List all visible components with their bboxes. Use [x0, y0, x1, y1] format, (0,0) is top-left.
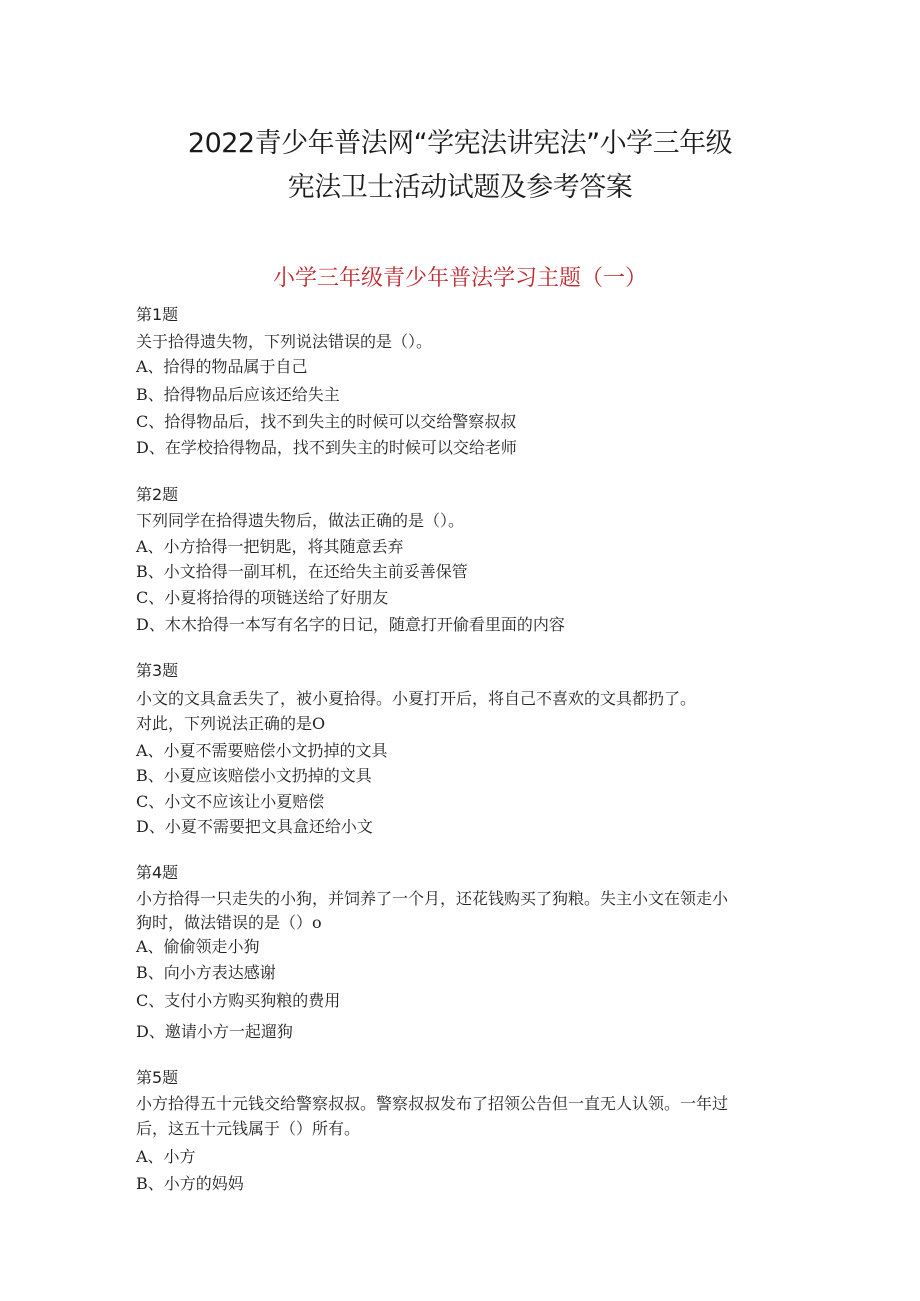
question-1-option-c: C、拾得物品后，找不到失主的时候可以交给警察叔叔	[136, 412, 517, 431]
question-1-stem: 关于拾得遗失物，下列说法错误的是（）。	[136, 332, 433, 351]
question-2-header: 第2题	[136, 485, 179, 504]
question-1-option-a: A、拾得的物品属于自己	[136, 357, 308, 376]
question-4-stem-line-2: 狗时，做法错误的是（）o	[136, 913, 322, 932]
question-3-option-b: B、小夏应该赔偿小文扔掉的文具	[136, 766, 372, 785]
question-2-option-d: D、木木拾得一本写有名字的日记，随意打开偷看里面的内容	[136, 615, 565, 634]
question-1-option-b: B、拾得物品后应该还给失主	[136, 385, 340, 404]
question-4-option-c: C、支付小方购买狗粮的费用	[136, 991, 341, 1010]
question-3-stem-line-2: 对此，下列说法正确的是O	[136, 714, 326, 733]
question-3-option-d: D、小夏不需要把文具盒还给小文	[136, 817, 373, 836]
question-2-stem: 下列同学在拾得遗失物后，做法正确的是（）。	[136, 511, 465, 530]
question-5-option-b: B、小方的妈妈	[136, 1174, 244, 1193]
question-1-header: 第1题	[136, 305, 179, 324]
question-4-option-d: D、邀请小方一起遛狗	[136, 1022, 293, 1041]
question-4-option-b: B、向小方表达感谢	[136, 963, 276, 982]
question-3-option-a: A、小夏不需要赔偿小文扔掉的文具	[136, 741, 388, 760]
question-4-header: 第4题	[136, 863, 179, 882]
question-2-option-b: B、小文拾得一副耳机，在还给失主前妥善保管	[136, 562, 468, 581]
question-3-stem-line-1: 小文的文具盒丢失了，被小夏拾得。小夏打开后，将自己不喜欢的文具都扔了。	[136, 689, 697, 708]
question-3-header: 第3题	[136, 661, 179, 680]
question-5-stem-line-1: 小方拾得五十元钱交给警察叔叔。警察叔叔发布了招领公告但一直无人认领。一年过	[136, 1094, 729, 1113]
question-2-option-c: C、小夏将拾得的项链送给了好朋友	[136, 588, 389, 607]
question-3-option-c: C、小文不应该让小夏赔偿	[136, 792, 325, 811]
question-1-option-d: D、在学校拾得物品，找不到失主的时候可以交给老师	[136, 438, 517, 457]
question-4-option-a: A、偷偷领走小狗	[136, 937, 260, 956]
question-4-stem-line-1: 小方拾得一只走失的小狗，并饲养了一个月，还花钱购买了狗粮。失主小文在领走小	[136, 889, 729, 908]
document-title-line-2: 宪法卫士活动试题及参考答案	[287, 172, 633, 203]
section-title: 小学三年级青少年普法学习主题（一）	[272, 266, 647, 291]
question-5-stem-line-2: 后，这五十元钱属于（）所有。	[136, 1119, 361, 1138]
question-5-option-a: A、小方	[136, 1147, 196, 1166]
question-2-option-a: A、小方拾得一把钥匙，将其随意丢弃	[136, 537, 404, 556]
question-5-header: 第5题	[136, 1068, 179, 1087]
document-title-line-1: 2022青少年普法网“学宪法讲宪法”小学三年级	[187, 128, 733, 159]
